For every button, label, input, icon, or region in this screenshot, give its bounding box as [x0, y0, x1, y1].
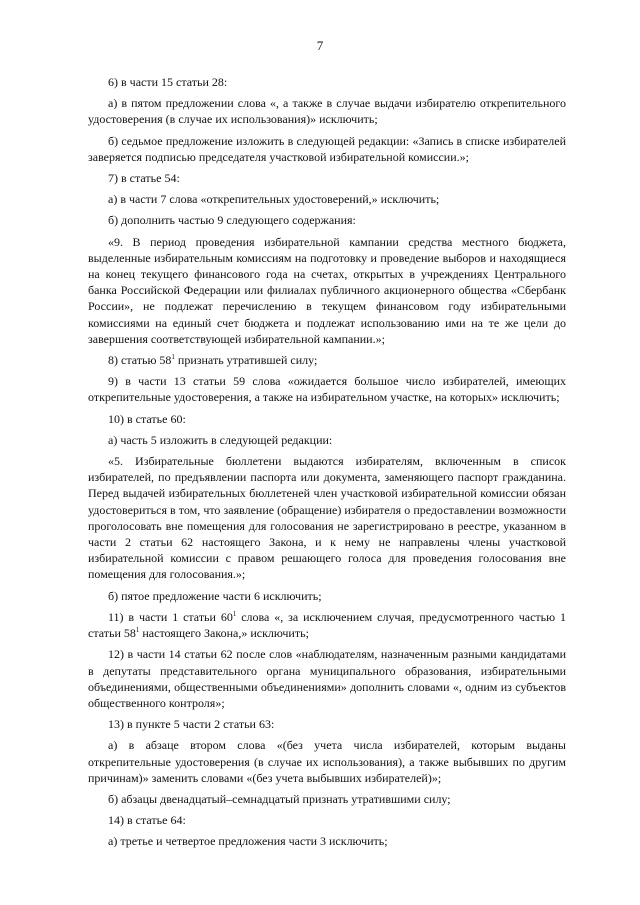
paragraph: а) третье и четвертое предложения части 3 исключить; [108, 834, 388, 849]
superscript: 1 [171, 353, 175, 362]
paragraph: 14) в статье 64: [108, 813, 186, 828]
quoted-paragraph: «9. В период проведения избирательной кампании средства местного бюджета, выделенные избирательным комиссиям на подготовку и проведение выборов и находящиеся на конец текущего финансового года на счетах, открытых в учреждениях Центрального банка Российской Федерации или филиалах публичного акционерного общества «Сбербанк России», не подлежат перечислению в текущем финансовом году избирательными комиссиями на единый счет бюджета и подлежат использованию ими на те же цели до завершения соответствующей избирательной кампании.»; [88, 234, 566, 346]
paragraph: б) абзацы двенадцатый–семнадцатый признать утратившими силу; [108, 791, 451, 806]
paragraph: б) пятое предложение части 6 исключить; [108, 588, 322, 603]
paragraph: б) дополнить частью 9 следующего содержания: [108, 213, 356, 228]
paragraph: 10) в статье 60: [108, 411, 186, 426]
paragraph: а) в абзаце втором слова «(без учета числа избирателей, которым выданы открепительные удостоверения (в случае их использования), а также выбывших по другим причинам)» заменить словами «(без учета выбывших избирателей)»; [88, 738, 566, 785]
paragraph: б) седьмое предложение изложить в следующей редакции: «Запись в списке избирателей заверяется подписью председателя участковой избирательной комиссии.»; [88, 133, 566, 164]
paragraph: а) в пятом предложении слова «, а также в случае выдачи избирателю открепительного удостоверения (в случае их использования)» исключить; [88, 96, 566, 127]
paragraph: 8) статью $58^1$ признать утратившей силу; [108, 353, 318, 368]
paragraph: 12) в части 14 статьи 62 после слов «наблюдателям, назначенным разными кандидатами в депутаты представительного органа муниципального образования, избирательными объединениями, общественными объединениями» дополнить словами «, одним из субъектов общественного контроля»; [88, 647, 566, 710]
superscript: 1 [135, 626, 140, 635]
superscript: 1 [232, 609, 237, 618]
paragraph: 7) в статье 54: [108, 171, 180, 186]
paragraph: 11) в части 1 статьи $60^1$ слова «, за исключением случая, предусмотренного частью 1 статьи $58^1$ настоящего Закона,» исключить; [88, 609, 566, 641]
quoted-paragraph: «5. Избирательные бюллетени выдаются избирателям, включенным в список избирателей, по предъявлении паспорта или документа, заменяющего паспорт гражданина. Перед выдачей избирательных бюллетеней член участковой избирательной комиссии обязан удостовериться в том, что заявление (обращение) избирателя о предоставлении возможности проголосовать вне помещения для голосования не зарегистрировано в реестре, указанном в части 2 статьи 62 настоящего Закона, и к нему не направлены члены участковой избирательной комиссии с правом решающего голоса для проведения голосования вне помещения для голосования.»; [88, 454, 566, 582]
paragraph: а) часть 5 изложить в следующей редакции: [108, 432, 333, 447]
paragraph: 6) в части 15 статьи 28: [108, 75, 228, 89]
page-number: 7 [316, 38, 324, 53]
document-body [88, 74, 566, 855]
paragraph: а) в части 7 слова «открепительных удостоверений,» исключить; [108, 192, 440, 207]
paragraph: 13) в пункте 5 части 2 статьи 63: [108, 717, 275, 732]
paragraph: 9) в части 13 статьи 59 слова «ожидается большое число избирателей, имеющих открепительные удостоверения, а также на избирательном участке, на которых» исключить; [88, 374, 566, 405]
